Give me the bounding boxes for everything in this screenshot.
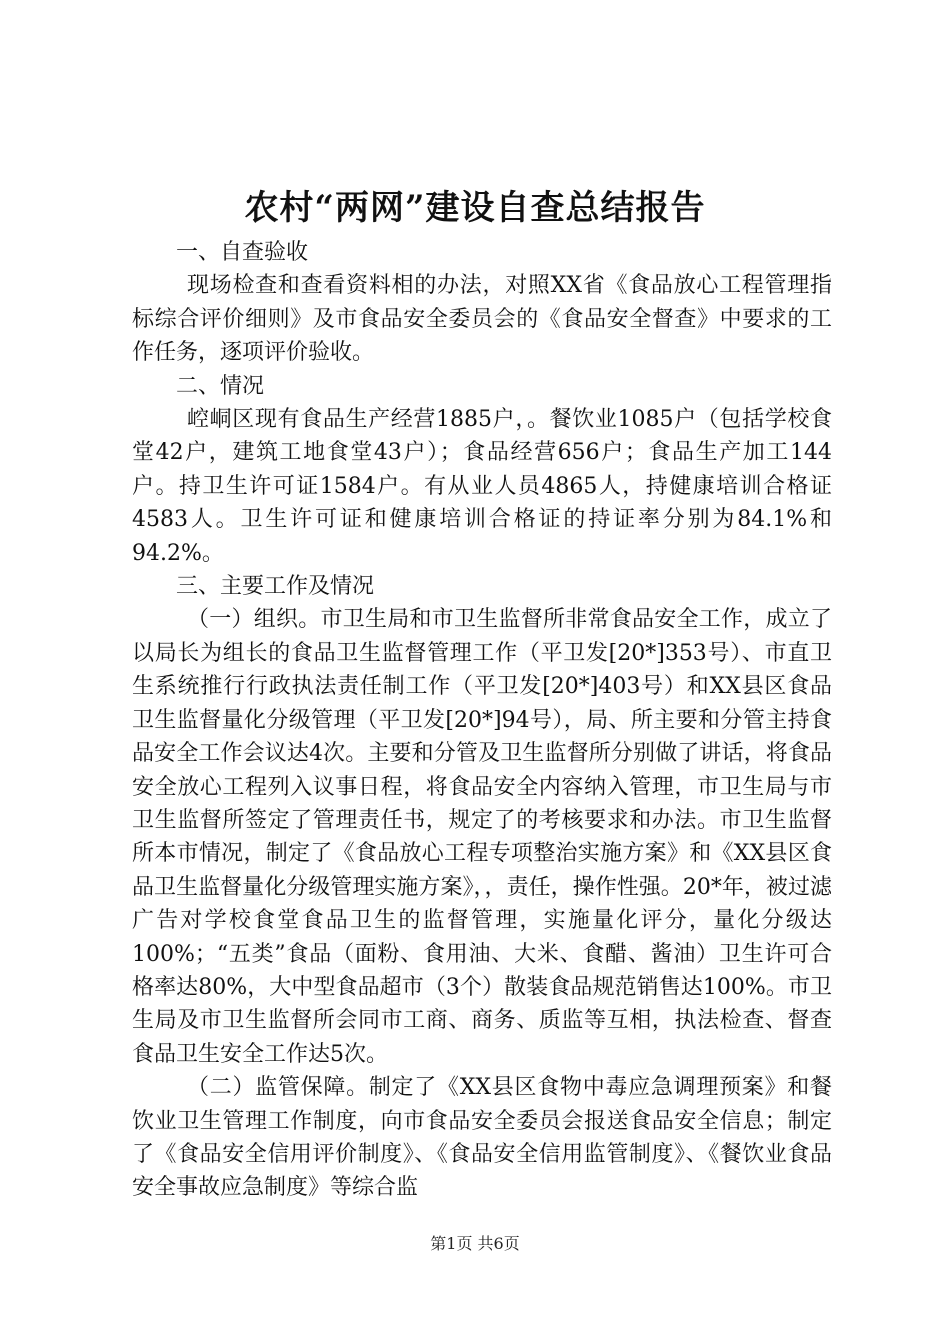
paragraph-supervision: （二）监管保障。制定了《XX县区食物中毒应急调理预案》和餐饮业卫生管理工作制度，向市食品安全委员会报送食品安全信息；制定了《食品安全信用评价制度》、《食品安全信用监管制度》、《餐饮业食品安全事故应急制度》等综合监	[132, 1075, 832, 1201]
section-heading-main-work: 三、主要工作及情况	[176, 574, 375, 600]
document-body	[132, 236, 832, 1205]
paragraph-situation: 崆峒区现有食品生产经营1885户，。餐饮业1085户（包括学校食堂42户，建筑工地食堂43户）；食品经营656户；食品生产加工144户。持卫生许可证1584户。有从业人员4865人，持健康培训合格证4583人。卫生许可证和健康培训合格证的持证率分别为84.1%和94.2%。	[132, 407, 832, 566]
section-heading-situation: 二、情况	[176, 373, 265, 399]
document-title: 农村“两网”建设自查总结报告	[244, 188, 706, 228]
page-footer: 第1页 共6页	[430, 1234, 520, 1253]
paragraph-organization: （一）组织。市卫生局和市卫生监督所非常食品安全工作，成立了以局长为组长的食品卫生监督管理工作（平卫发[20*]353号）、市直卫生系统推行行政执法责任制工作（平卫发[20*]403号）和XX县区食品卫生监督量化分级管理（平卫发[20*]94号），局、所主要和分管主持食品安全工作会议达4次。主要和分管及卫生监督所分别做了讲话，将食品安全放心工程列入议事日程，将食品安全内容纳入管理，市卫生局与市卫生监督所签定了管理责任书，规定了的考核要求和办法。市卫生监督所本市情况，制定了《食品放心工程专项整治实施方案》和《XX县区食品卫生监督量化分级管理实施方案》，，责任，操作性强。20*年，被过滤广告对学校食堂食品卫生的监督管理，实施量化评分，量化分级达100%；“五类”食品（面粉、食用油、大米、食醋、酱油）卫生许可合格率达80%，大中型食品超市（3个）散装食品规范销售达100%。市卫生局及市卫生监督所会同市工商、商务、质监等互相，执法检查、督查食品卫生安全工作达5次。	[132, 607, 832, 1067]
section-heading-self-inspection: 一、自查验收	[176, 240, 309, 265]
paragraph-inspection-method: 现场检查和查看资料相的办法，对照XX省《食品放心工程管理指标综合评价细则》及市食品安全委员会的《食品安全督查》中要求的工作任务，逐项评价验收。	[132, 273, 832, 366]
